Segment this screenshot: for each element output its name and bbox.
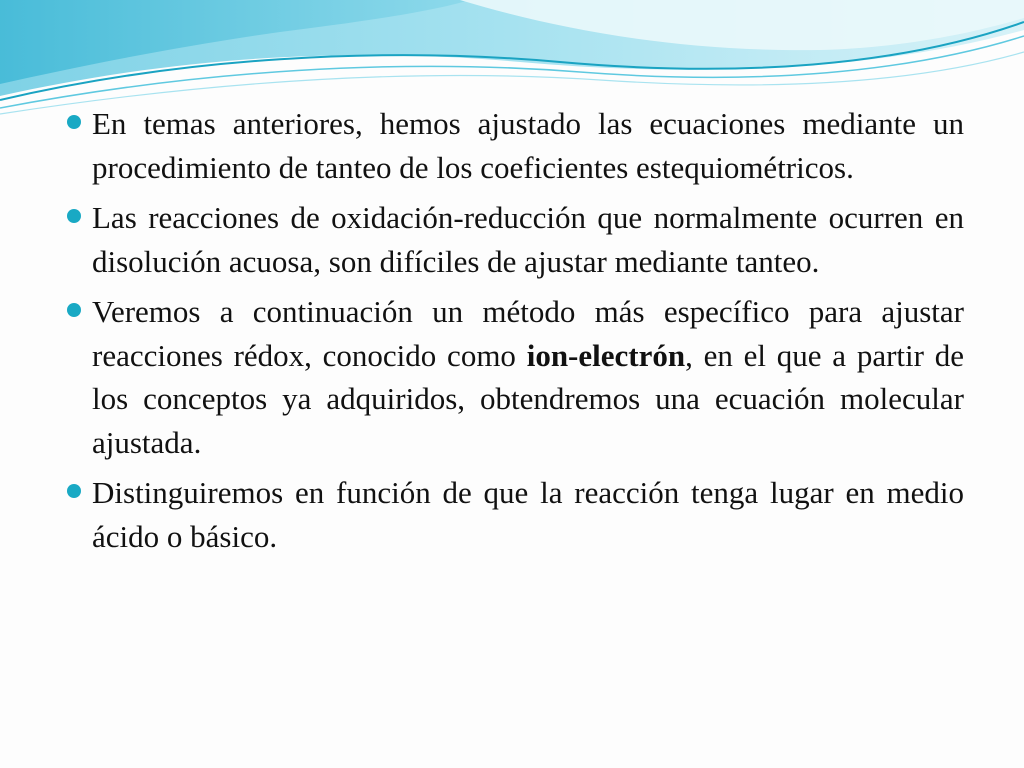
bullet-text-3-part-2: , en el que a partir de los conceptos ya adquiridos, obtendremos una ecuación molecular ajustada.	[92, 337, 964, 460]
bullet-text-1: En temas anteriores, hemos ajustado las ecuaciones mediante un procedimiento de tanteo de los coeficientes estequiométricos.	[92, 106, 964, 185]
bullet-list	[62, 102, 964, 565]
bullet-dot-icon	[67, 303, 81, 317]
bullet-text-3-part-1: Veremos a continuación un método más específico para ajustar reacciones rédox, conocido como	[92, 294, 964, 373]
bullet-text-2: Las reacciones de oxidación-reducción que normalmente ocurren en disolución acuosa, son difíciles de ajustar mediante tanteo.	[92, 200, 964, 279]
bullet-dot-icon	[67, 484, 81, 498]
bullet-item-1	[62, 102, 964, 189]
bullet-item-2	[62, 196, 964, 283]
ion-electron-term: ion-electrón	[526, 337, 686, 373]
bullet-dot-icon	[67, 115, 81, 129]
bullet-text-4: Distinguiremos en función de que la reacción tenga lugar en medio ácido o básico.	[92, 475, 964, 554]
bullet-text-3	[92, 290, 964, 464]
bullet-dot-icon	[67, 209, 81, 223]
bullet-item-4	[62, 471, 964, 558]
bullet-item-3	[62, 290, 964, 464]
